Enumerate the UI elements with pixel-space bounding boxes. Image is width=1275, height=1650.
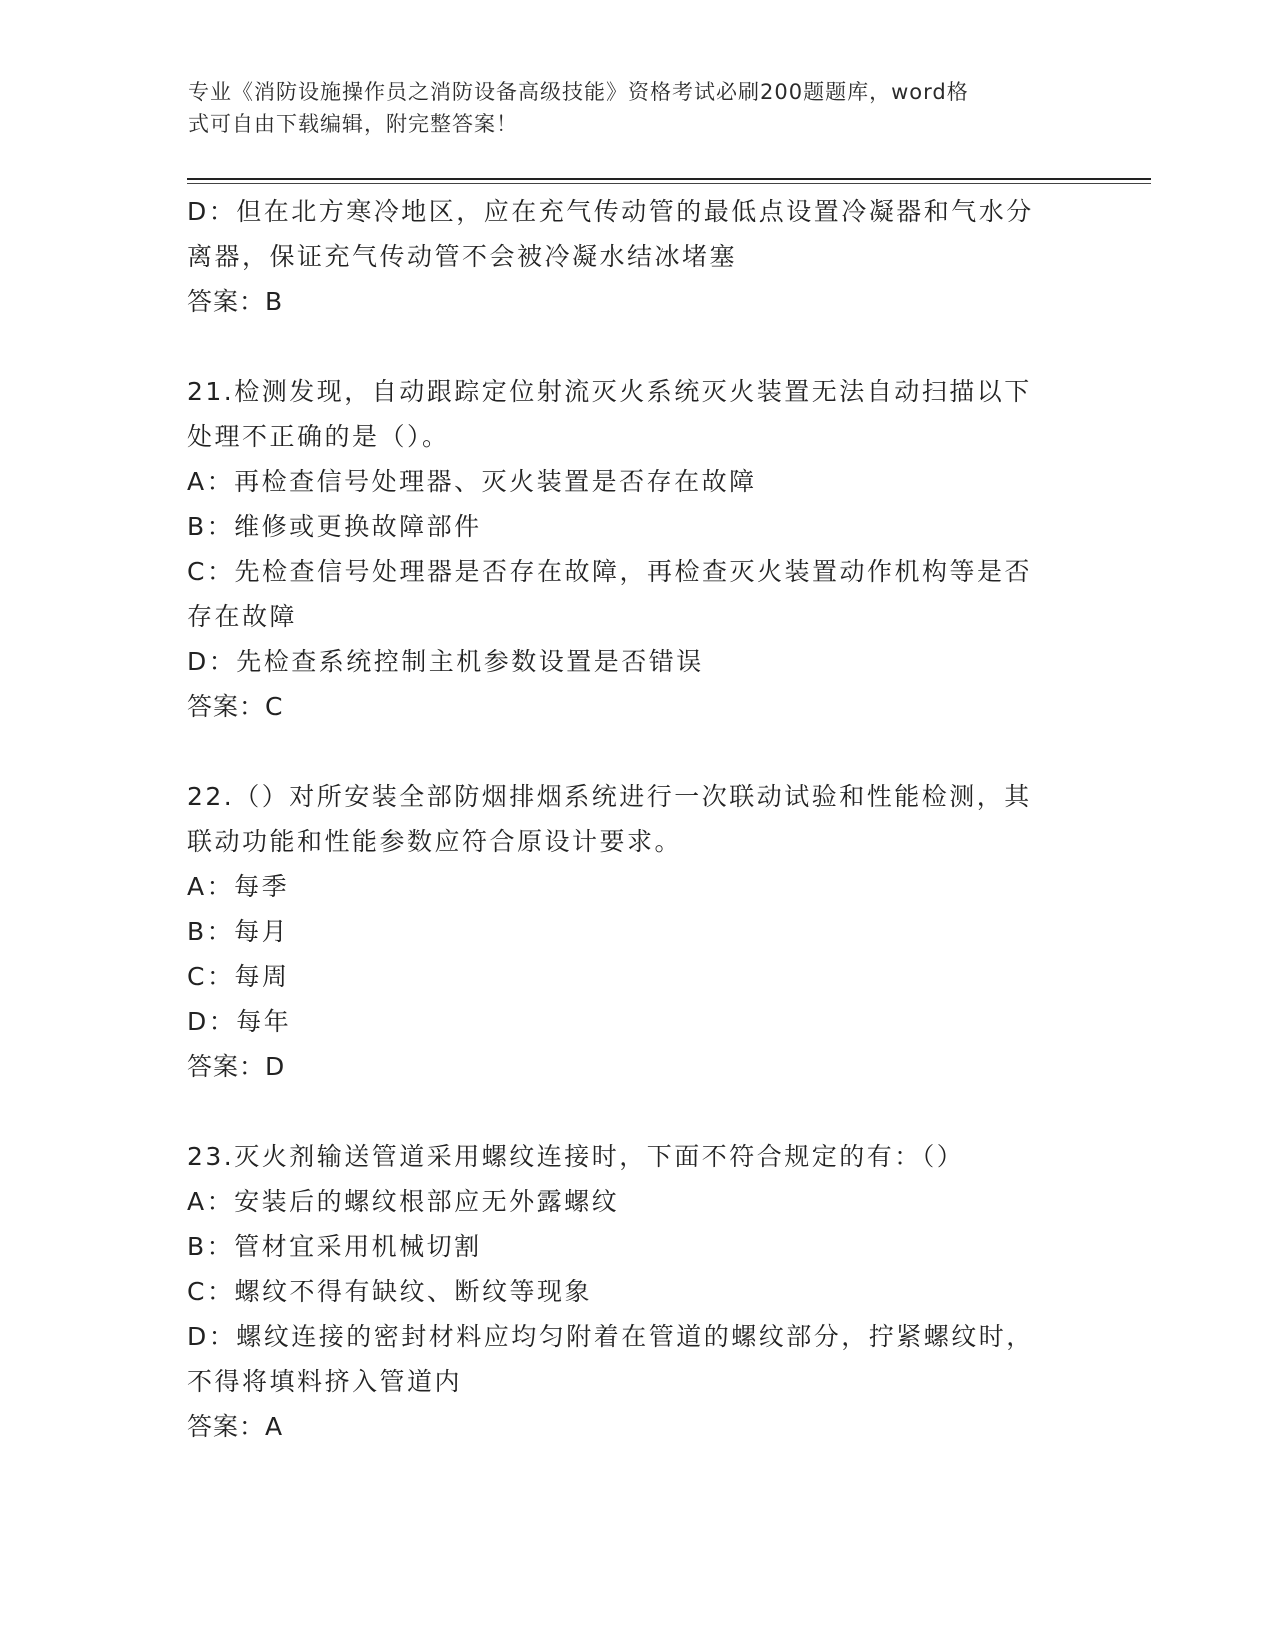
question-21 [187, 369, 1087, 729]
document-header [188, 76, 1068, 140]
option-c: C：每周 [187, 962, 290, 991]
question-20-tail [187, 189, 1087, 324]
question-stem: 22.（）对所安装全部防烟排烟系统进行一次联动试验和性能检测，其 [187, 782, 1032, 811]
option-b: B：管材宜采用机械切割 [187, 1232, 482, 1261]
option-a: A：再检查信号处理器、灭火装置是否存在故障 [187, 467, 757, 496]
option-c: C：先检查信号处理器是否存在故障，再检查灭火装置动作机构等是否 [187, 557, 1032, 586]
option-d-continued: 离器，保证充气传动管不会被冷凝水结冰堵塞 [187, 242, 738, 271]
spacer [187, 324, 1087, 369]
option-d: D：但在北方寒冷地区，应在充气传动管的最低点设置冷凝器和气水分 [187, 197, 1034, 226]
answer-label: 答案：C [187, 692, 284, 721]
question-23 [187, 1134, 1087, 1449]
question-content [187, 189, 1087, 1449]
header-divider-thick [187, 178, 1151, 180]
answer-label: 答案：A [187, 1412, 284, 1441]
header-divider-thin [187, 183, 1151, 184]
option-d: D：螺纹连接的密封材料应均匀附着在管道的螺纹部分，拧紧螺纹时， [187, 1322, 1034, 1351]
option-a: A：每季 [187, 872, 290, 901]
spacer [187, 729, 1087, 774]
option-d: D：每年 [187, 1007, 292, 1036]
option-a: A：安装后的螺纹根部应无外露螺纹 [187, 1187, 620, 1216]
option-c: C：螺纹不得有缺纹、断纹等现象 [187, 1277, 592, 1306]
header-line-1: 专业《消防设施操作员之消防设备高级技能》资格考试必刷200题题库，word格 [188, 80, 969, 104]
question-stem-continued: 处理不正确的是（）。 [187, 422, 450, 451]
option-c-continued: 存在故障 [187, 602, 298, 631]
question-stem: 23.灭火剂输送管道采用螺纹连接时，下面不符合规定的有：（） [187, 1142, 965, 1171]
option-b: B：每月 [187, 917, 290, 946]
question-stem: 21.检测发现，自动跟踪定位射流灭火系统灭火装置无法自动扫描以下 [187, 377, 1032, 406]
answer-label: 答案：B [187, 287, 284, 316]
answer-label: 答案：D [187, 1052, 286, 1081]
spacer [187, 1089, 1087, 1134]
option-d: D：先检查系统控制主机参数设置是否错误 [187, 647, 704, 676]
option-d-continued: 不得将填料挤入管道内 [187, 1367, 463, 1396]
question-stem-continued: 联动功能和性能参数应符合原设计要求。 [187, 827, 683, 856]
header-line-2: 式可自由下载编辑，附完整答案！ [188, 112, 518, 136]
option-b: B：维修或更换故障部件 [187, 512, 482, 541]
question-22 [187, 774, 1087, 1089]
